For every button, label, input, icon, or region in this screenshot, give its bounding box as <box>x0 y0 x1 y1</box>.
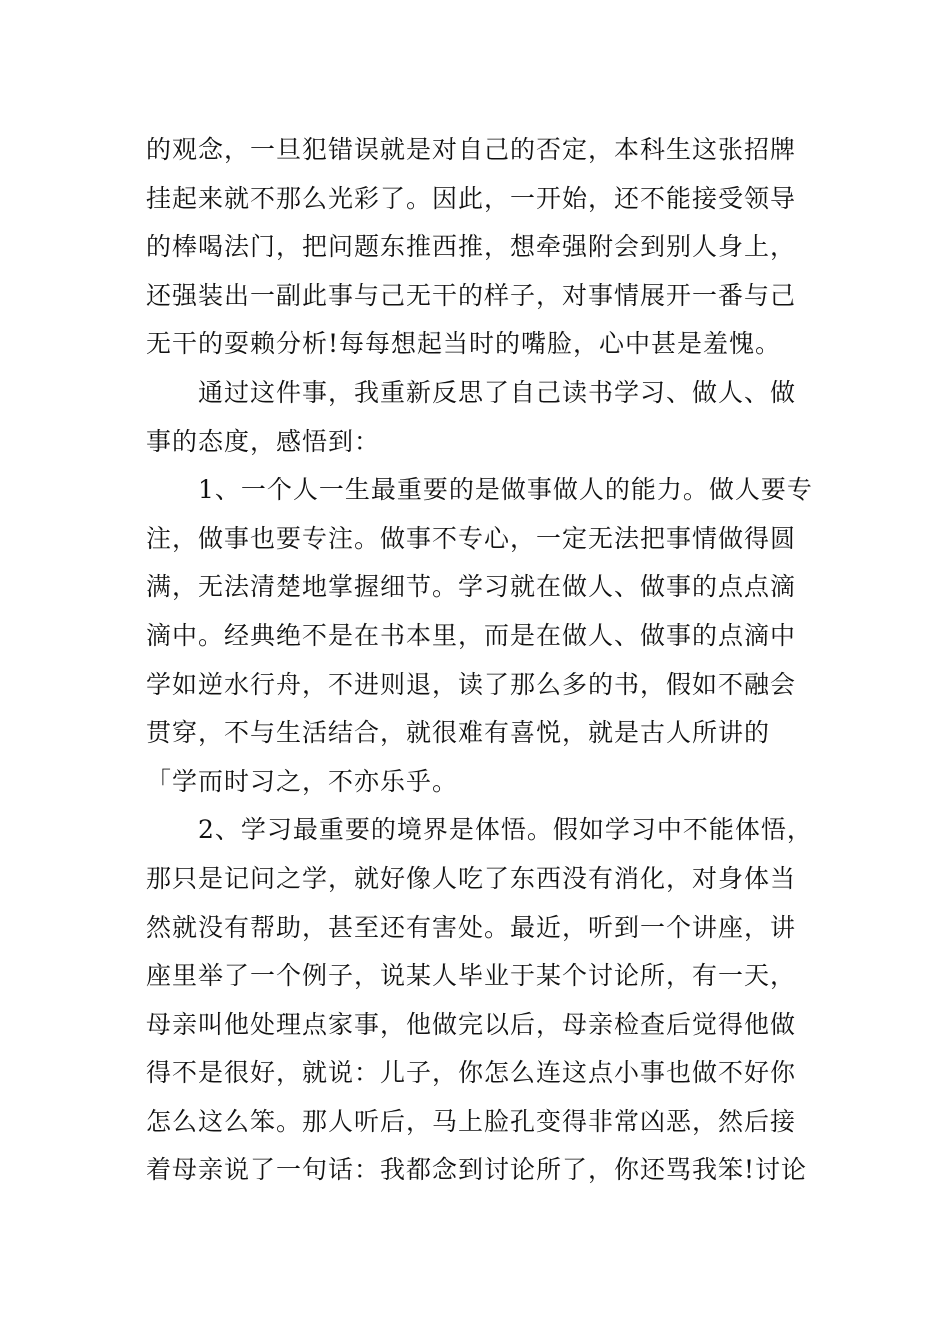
text-line: 学如逆水行舟，不进则退，读了那么多的书，假如不融会 <box>146 669 797 699</box>
text-line: 「学而时习之，不亦乐乎。 <box>146 766 459 796</box>
text-line: 的观念，一旦犯错误就是对自己的否定，本科生这张招牌 <box>146 135 797 164</box>
text-line: 母亲叫他处理点家事，他做完以后，母亲检查后觉得他做 <box>146 1009 797 1039</box>
text-line: 得不是很好，就说：儿子，你怎么连这点小事也做不好你 <box>146 1058 797 1088</box>
text-line: 事的态度，感悟到： <box>146 426 381 456</box>
text-line: 那只是记问之学，就好像人吃了东西没有消化，对身体当 <box>146 863 797 893</box>
text-line: 座里举了一个例子，说某人毕业于某个讨论所，有一天， <box>146 961 797 991</box>
paragraph-start-line: 1、一个人一生最重要的是做事做人的能力。做人要专 <box>198 475 813 505</box>
text-line: 怎么这么笨。那人听后，马上脸孔变得非常凶恶，然后接 <box>146 1106 797 1136</box>
text-line: 还强装出一副此事与己无干的样子，对事情展开一番与己 <box>146 280 797 310</box>
text-line: 贯穿，不与生活结合，就很难有喜悦，就是古人所讲的 <box>146 718 771 748</box>
text-line: 的棒喝法门，把问题东推西推，想牵强附会到别人身上， <box>146 232 797 262</box>
text-line: 挂起来就不那么光彩了。因此，一开始，还不能接受领导 <box>146 183 797 213</box>
paragraph-start-line: 通过这件事，我重新反思了自己读书学习、做人、做 <box>198 377 797 407</box>
text-line: 着母亲说了一句话：我都念到讨论所了，你还骂我笨!讨论 <box>146 1155 808 1185</box>
text-line: 滴中。经典绝不是在书本里，而是在做人、做事的点滴中 <box>146 620 797 650</box>
text-line: 注，做事也要专注。做事不专心，一定无法把事情做得圆 <box>146 523 797 553</box>
text-line: 满，无法清楚地掌握细节。学习就在做人、做事的点点滴 <box>146 572 797 602</box>
text-line: 无干的耍赖分析!每每想起当时的嘴脸，心中甚是羞愧。 <box>146 329 782 359</box>
paragraph-start-line: 2、学习最重要的境界是体悟。假如学习中不能体悟， <box>198 815 813 845</box>
text-line: 然就没有帮助，甚至还有害处。最近，听到一个讲座，讲 <box>146 912 797 942</box>
body-text <box>146 126 816 1195</box>
